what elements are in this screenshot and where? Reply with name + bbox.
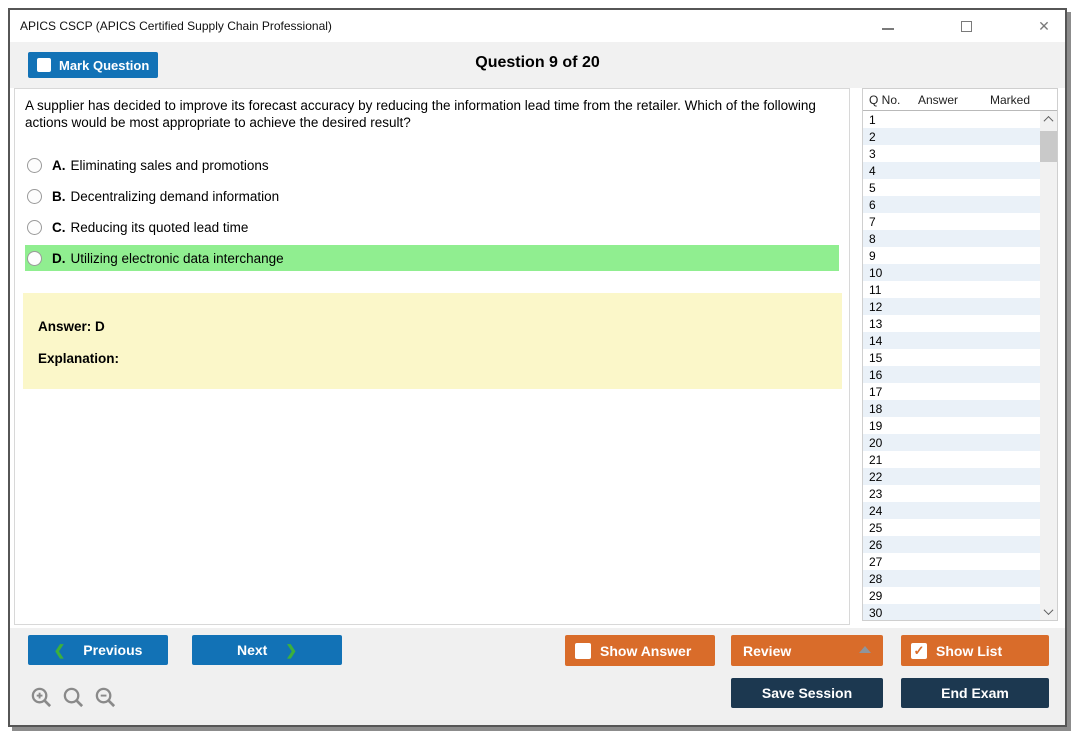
question-list-panel <box>862 88 1058 621</box>
list-cell: 28 <box>869 571 883 586</box>
question-list-rows <box>863 111 1040 620</box>
answer-option[interactable] <box>25 245 839 271</box>
question-list-row[interactable] <box>863 111 1040 128</box>
list-cell: 24 <box>869 503 883 518</box>
zoom-in-icon[interactable] <box>30 686 53 709</box>
maximize-icon <box>961 21 972 32</box>
minimize-icon <box>882 28 894 30</box>
column-answer: Answer <box>918 92 959 107</box>
chevron-right-icon: ❯ <box>285 641 298 658</box>
question-list-row[interactable] <box>863 383 1040 400</box>
question-list-row[interactable] <box>863 315 1040 332</box>
list-cell: 2 <box>869 129 876 144</box>
question-list-row[interactable] <box>863 349 1040 366</box>
save-session-label: Save Session <box>761 685 853 701</box>
maximize-button[interactable] <box>959 19 973 33</box>
explanation-label: Explanation: <box>38 351 120 366</box>
question-list-row[interactable] <box>863 332 1040 349</box>
list-cell: 16 <box>869 367 883 382</box>
question-list-row[interactable] <box>863 162 1040 179</box>
show-list-button[interactable] <box>901 635 1049 666</box>
answer-option[interactable] <box>25 183 839 209</box>
window-title: APICS CSCP (APICS Certified Supply Chain Professional) <box>20 19 332 33</box>
question-list-row[interactable] <box>863 519 1040 536</box>
question-list-row[interactable] <box>863 485 1040 502</box>
question-list-row[interactable] <box>863 553 1040 570</box>
question-list-row[interactable] <box>863 196 1040 213</box>
question-list-row[interactable] <box>863 128 1040 145</box>
option-text: Utilizing electronic data interchange <box>70 250 284 266</box>
close-button[interactable] <box>1037 19 1051 33</box>
footer-bar <box>10 628 1065 725</box>
list-cell: 25 <box>869 520 883 535</box>
answer-option[interactable] <box>25 152 839 178</box>
zoom-out-icon[interactable] <box>94 686 117 709</box>
next-label: Next <box>236 642 268 658</box>
list-cell: 6 <box>869 197 876 212</box>
chevron-up-icon <box>1044 116 1054 126</box>
save-session-button[interactable] <box>731 678 883 708</box>
list-cell: 9 <box>869 248 876 263</box>
scrollbar-up-button[interactable] <box>1040 111 1057 128</box>
question-list-row[interactable] <box>863 230 1040 247</box>
list-cell: 10 <box>869 265 883 280</box>
title-bar <box>10 10 1065 42</box>
question-list-header <box>863 89 1057 111</box>
question-list-row[interactable] <box>863 536 1040 553</box>
question-list-row[interactable] <box>863 451 1040 468</box>
header-band <box>10 42 1065 88</box>
list-cell: 3 <box>869 146 876 161</box>
question-list-row[interactable] <box>863 570 1040 587</box>
option-letter: A. <box>52 157 66 173</box>
close-icon: ✕ <box>1038 18 1050 34</box>
option-letter: B. <box>52 188 66 204</box>
question-list-row[interactable] <box>863 264 1040 281</box>
window-controls <box>881 10 1051 42</box>
end-exam-button[interactable] <box>901 678 1049 708</box>
question-list-body <box>863 111 1057 620</box>
question-list-row[interactable] <box>863 247 1040 264</box>
question-list-row[interactable] <box>863 298 1040 315</box>
list-cell: 27 <box>869 554 883 569</box>
option-letter: D. <box>52 250 66 266</box>
answer-option[interactable] <box>25 214 839 240</box>
checkmark-icon: ✓ <box>913 643 925 658</box>
list-cell: 26 <box>869 537 883 552</box>
show-list-checkbox[interactable] <box>911 643 927 659</box>
scrollbar-thumb[interactable] <box>1040 131 1057 162</box>
scrollbar[interactable] <box>1040 111 1057 620</box>
list-cell: 13 <box>869 316 883 331</box>
list-cell: 18 <box>869 401 883 416</box>
mark-question-label: Mark Question <box>59 57 150 73</box>
question-list-row[interactable] <box>863 587 1040 604</box>
mark-question-button[interactable] <box>28 52 158 78</box>
review-button[interactable] <box>731 635 883 666</box>
show-list-label: Show List <box>936 642 1003 659</box>
previous-button[interactable] <box>28 635 168 665</box>
radio-icon[interactable] <box>27 220 42 235</box>
list-cell: 14 <box>869 333 883 348</box>
option-text: Eliminating sales and promotions <box>70 157 269 173</box>
question-text: A supplier has decided to improve its forecast accuracy by reducing the information lead time from the retailer. Which of the following actions would be most appropriate to achieve the desired result? <box>25 98 816 130</box>
list-cell: 8 <box>869 231 876 246</box>
show-answer-label: Show Answer <box>600 642 692 659</box>
question-counter: Question 9 of 20 <box>475 54 600 71</box>
review-label: Review <box>743 642 792 659</box>
end-exam-label: End Exam <box>941 685 1009 701</box>
show-answer-checkbox[interactable] <box>575 643 591 659</box>
radio-icon[interactable] <box>27 251 42 266</box>
options-container <box>25 152 839 271</box>
question-list-row[interactable] <box>863 145 1040 162</box>
question-list-row[interactable] <box>863 400 1040 417</box>
list-cell: 29 <box>869 588 883 603</box>
previous-label: Previous <box>83 642 143 658</box>
zoom-tools <box>30 686 117 709</box>
caret-up-icon <box>859 646 871 653</box>
next-button[interactable] <box>192 635 342 665</box>
chevron-down-icon <box>1044 605 1054 615</box>
question-list-row[interactable] <box>863 417 1040 434</box>
question-list-row[interactable] <box>863 604 1040 620</box>
list-cell: 11 <box>869 282 882 297</box>
list-cell: 19 <box>869 418 883 433</box>
column-marked: Marked <box>990 92 1031 107</box>
option-text: Decentralizing demand information <box>70 188 280 204</box>
list-cell: 7 <box>869 214 876 229</box>
chevron-left-icon: ❮ <box>53 641 66 658</box>
question-panel <box>14 88 850 625</box>
show-answer-button[interactable] <box>565 635 715 666</box>
app-window <box>8 8 1067 727</box>
list-cell: 22 <box>869 469 883 484</box>
question-list-row[interactable] <box>863 366 1040 383</box>
option-text: Reducing its quoted lead time <box>70 219 249 235</box>
list-cell: 30 <box>869 605 883 620</box>
list-cell: 15 <box>869 350 883 365</box>
list-cell: 1 <box>869 112 876 127</box>
list-cell: 12 <box>869 299 883 314</box>
question-list-row[interactable] <box>863 434 1040 451</box>
list-cell: 4 <box>869 163 876 178</box>
question-list-row[interactable] <box>863 468 1040 485</box>
question-list-row[interactable] <box>863 213 1040 230</box>
list-cell: 21 <box>869 452 883 467</box>
list-cell: 20 <box>869 435 883 450</box>
answer-label: Answer: D <box>38 319 105 334</box>
zoom-reset-icon[interactable] <box>62 686 85 709</box>
list-cell: 17 <box>869 384 883 399</box>
question-list-row[interactable] <box>863 179 1040 196</box>
scrollbar-down-button[interactable] <box>1040 603 1057 620</box>
list-cell: 23 <box>869 486 883 501</box>
list-cell: 5 <box>869 180 876 195</box>
mark-question-checkbox[interactable] <box>37 58 51 72</box>
radio-icon[interactable] <box>27 189 42 204</box>
question-list-row[interactable] <box>863 281 1040 298</box>
column-qno: Q No. <box>869 92 901 107</box>
minimize-button[interactable] <box>881 19 895 33</box>
radio-icon[interactable] <box>27 158 42 173</box>
answer-box <box>23 293 842 389</box>
option-letter: C. <box>52 219 66 235</box>
question-list-row[interactable] <box>863 502 1040 519</box>
